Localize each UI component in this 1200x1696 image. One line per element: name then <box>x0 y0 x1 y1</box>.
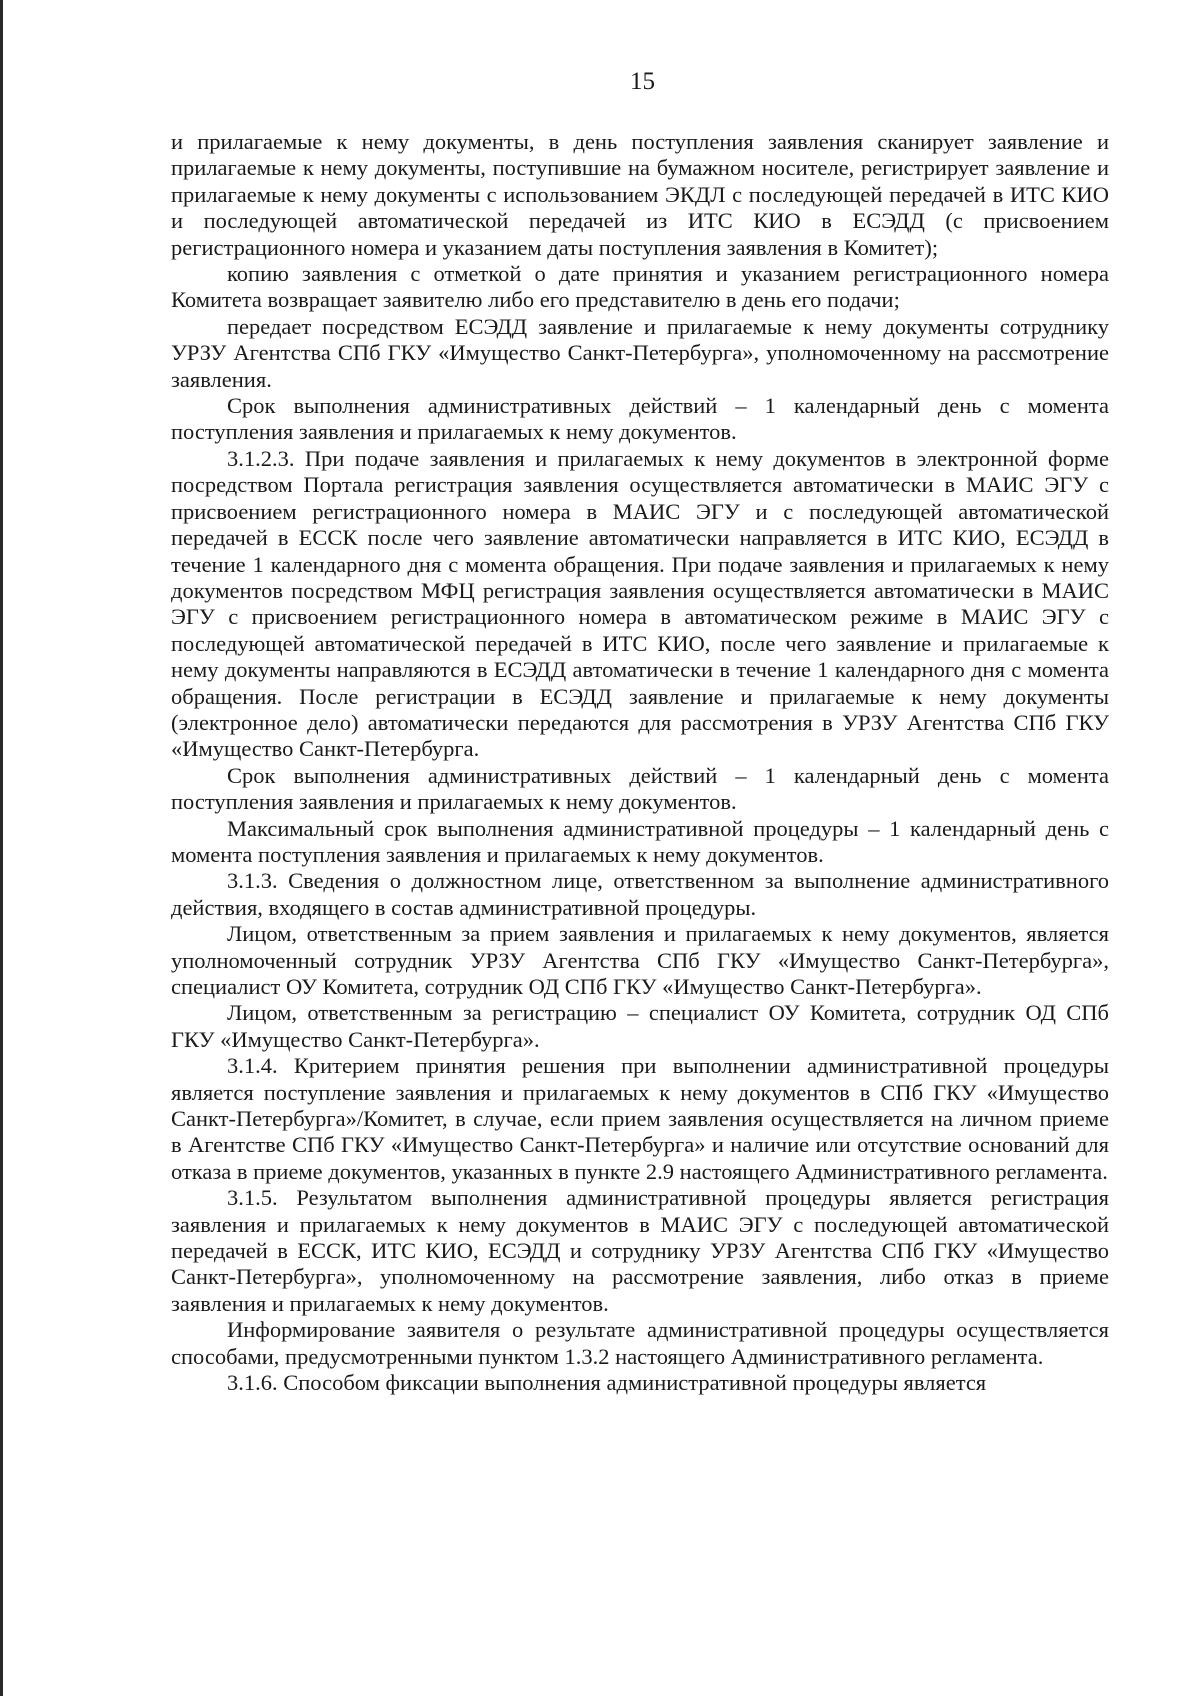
paragraph: Срок выполнения административных действий – 1 календарный день с момента поступления заявления и прилагаемых к нему документов. <box>171 762 1109 815</box>
page-number: 15 <box>630 68 655 95</box>
paragraph-3-1-4: 3.1.4. Критерием принятия решения при выполнении административной процедуры является поступление заявления и прилагаемых к нему документов в СПб ГКУ «Имущество Санкт-Петербурга»/Комитет, в случае, если прием заявления осуществляется на личном приеме в Агентстве СПб ГКУ «Имущество Санкт-Петербурга» и наличие или отсутствие оснований для отказа в приеме документов, указанных в пункте 2.9 настоящего Административного регламента. <box>171 1053 1109 1184</box>
paragraph: Срок выполнения административных действий – 1 календарный день с момента поступления заявления и прилагаемых к нему документов. <box>171 393 1109 445</box>
paragraph-3-1-2-3: 3.1.2.3. При подаче заявления и прилагаемых к нему документов в электронной форме посредством Портала регистрация заявления осуществляется автоматически в МАИС ЭГУ с присвоением регистрационного номера в МАИС ЭГУ и с последующей автоматической передачей в ЕССК после чего заявление автоматически направляется в ИТС КИО, ЕСЭДД в течение 1 календарного дня с момента обращения. При подаче заявления и прилагаемых к нему документов посредством МФЦ регистрация заявления осуществляется автоматически в МАИС ЭГУ с присвоением регистрационного номера в автоматическом режиме в МАИС ЭГУ с последующей автоматической передачей в ИТС КИО, после чего заявление и прилагаемые к нему документы направляются в ЕСЭДД автоматически в течение 1 календарного дня с момента обращения. После регистрации в ЕСЭДД заявление и прилагаемые к нему документы (электронное дело) автоматически передаются для рассмотрения в УРЗУ Агентства СПб ГКУ «Имущество Санкт-Петербурга. <box>171 445 1109 762</box>
paragraph: Лицом, ответственным за регистрацию – специалист ОУ Комитета, сотрудник ОД СПб ГКУ «Имущество Санкт-Петербурга». <box>171 1000 1109 1052</box>
scan-edge-shadow <box>0 0 3 1696</box>
paragraph: Лицом, ответственным за прием заявления и прилагаемых к нему документов, является уполномоченный сотрудник УРЗУ Агентства СПб ГКУ «Имущество Санкт-Петербурга», специалист ОУ Комитета, сотрудник ОД СПб ГКУ «Имущество Санкт-Петербурга». <box>171 921 1109 999</box>
paragraph: Информирование заявителя о результате административной процедуры осуществляется способами, предусмотренными пунктом 1.3.2 настоящего Административного регламента. <box>171 1317 1109 1369</box>
paragraph-3-1-6: 3.1.6. Способом фиксации выполнения административной процедуры является <box>227 1370 987 1396</box>
paragraph: копию заявления с отметкой о дате принятия и указанием регистрационного номера Комитета возвращает заявителю либо его представителю в день его подачи; <box>171 261 1109 313</box>
paragraph-continuation: и прилагаемые к нему документы, в день поступления заявления сканирует заявление и прилагаемые к нему документы, поступившие на бумажном носителе, регистрирует заявление и прилагаемые к нему документы с использованием ЭКДЛ с последующей передачей в ИТС КИО и последующей автоматической передачей из ИТС КИО в ЕСЭДД (с присвоением регистрационного номера и указанием даты поступления заявления в Комитет); <box>171 129 1109 260</box>
paragraph: Максимальный срок выполнения административной процедуры – 1 календарный день с момента поступления заявления и прилагаемых к нему документов. <box>171 815 1109 867</box>
paragraph-3-1-3: 3.1.3. Сведения о должностном лице, ответственном за выполнение административного действия, входящего в состав административной процедуры. <box>171 868 1109 920</box>
paragraph: передает посредством ЕСЭДД заявление и прилагаемые к нему документы сотруднику УРЗУ Агентства СПб ГКУ «Имущество Санкт-Петербурга», уполномоченному на рассмотрение заявления. <box>171 313 1109 392</box>
document-body <box>171 129 1109 1397</box>
paragraph-3-1-5: 3.1.5. Результатом выполнения административной процедуры является регистрация заявления и прилагаемых к нему документов в МАИС ЭГУ с последующей автоматической передачей в ЕССК, ИТС КИО, ЕСЭДД и сотруднику УРЗУ Агентства СПб ГКУ «Имущество Санкт-Петербурга», уполномоченному на рассмотрение заявления, либо отказ в приеме заявления и прилагаемых к нему документов. <box>171 1185 1109 1316</box>
